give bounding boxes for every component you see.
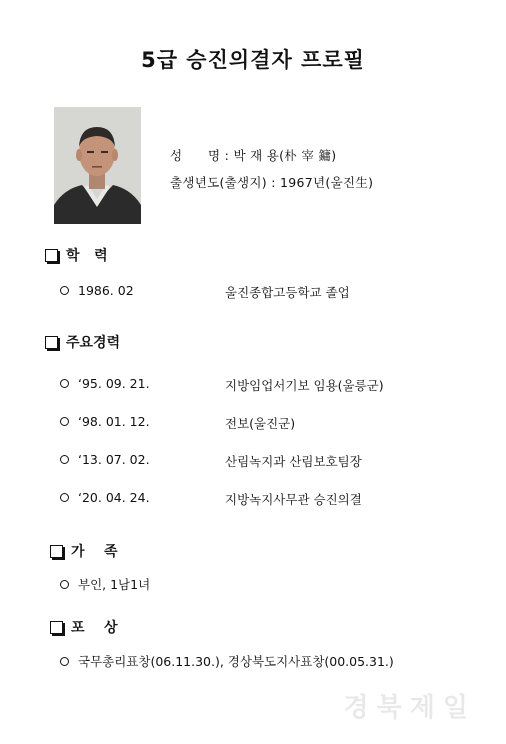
- checkbox-icon: [45, 249, 58, 262]
- career-text: 지방녹지사무관 승진의결: [225, 492, 362, 507]
- name-line: 성 명 : 박 재 용(朴 宰 鏞): [170, 148, 337, 163]
- bullet-icon: [60, 493, 69, 502]
- list-item: [60, 575, 150, 593]
- bullet-icon: [60, 379, 69, 388]
- list-item: [60, 652, 394, 670]
- career-date: ‘98. 01. 12.: [78, 414, 150, 429]
- bullet-icon: [60, 657, 69, 666]
- bullet-icon: [60, 580, 69, 589]
- career-date: ‘20. 04. 24.: [78, 490, 150, 505]
- education-date: 1986. 02: [78, 283, 134, 298]
- checkbox-icon: [50, 545, 63, 558]
- awards-header-label: 포 상: [71, 620, 118, 636]
- list-item: [60, 414, 150, 429]
- education-section-header: [45, 245, 108, 265]
- document-title: 5급 승진의결자 프로필: [141, 48, 365, 72]
- family-section-header: [50, 541, 118, 561]
- list-item: [60, 490, 150, 505]
- career-header-label: 주요경력: [66, 335, 121, 351]
- list-item: [60, 452, 150, 467]
- birth-line: 출생년도(출생지) : 1967년(울진生): [170, 175, 374, 190]
- bullet-icon: [60, 286, 69, 295]
- watermark-logo: 경북제일: [343, 693, 476, 723]
- awards-text: 국무총리표창(06.11.30.), 경상북도지사표창(00.05.31.): [78, 654, 394, 669]
- bullet-icon: [60, 417, 69, 426]
- list-item: [60, 376, 150, 391]
- career-date: ‘95. 09. 21.: [78, 376, 150, 391]
- career-text: 전보(울진군): [225, 416, 296, 431]
- checkbox-icon: [45, 336, 58, 349]
- awards-section-header: [50, 617, 118, 637]
- family-text: 부인, 1남1녀: [78, 577, 151, 592]
- career-text: 산림녹지과 산림보호팀장: [225, 454, 362, 469]
- education-header-label: 학 력: [66, 248, 108, 264]
- profile-photo: [54, 107, 141, 224]
- portrait-image: [54, 107, 141, 224]
- education-text: 울진종합고등학교 졸업: [225, 285, 350, 300]
- career-date: ‘13. 07. 02.: [78, 452, 150, 467]
- bullet-icon: [60, 455, 69, 464]
- career-text: 지방임업서기보 임용(울릉군): [225, 378, 384, 393]
- family-header-label: 가 족: [71, 544, 118, 560]
- checkbox-icon: [50, 621, 63, 634]
- list-item: [60, 283, 134, 298]
- career-section-header: [45, 332, 120, 352]
